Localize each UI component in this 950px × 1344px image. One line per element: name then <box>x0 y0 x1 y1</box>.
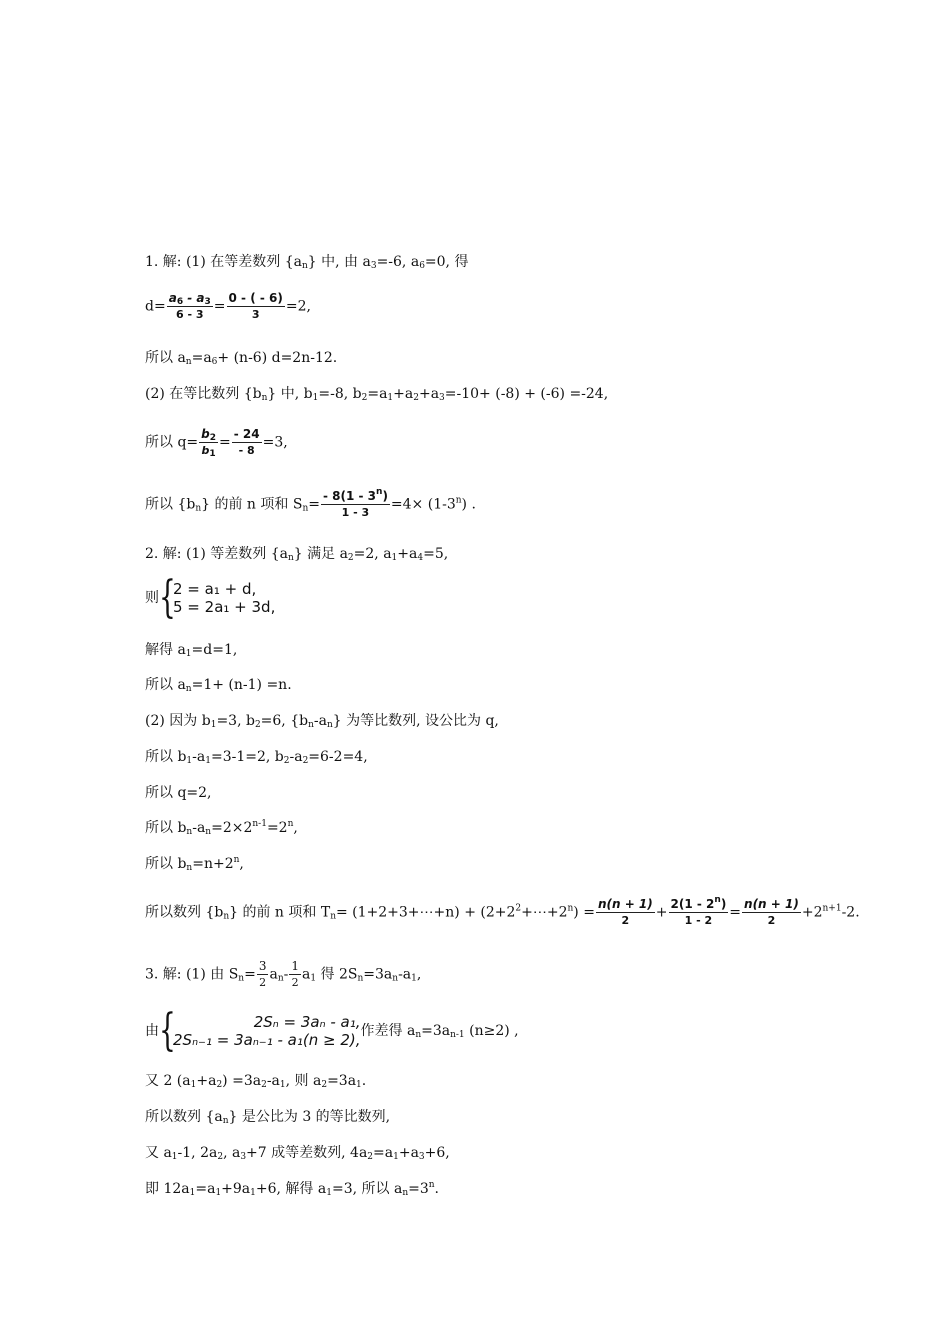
p1-line2: d= $\frac{a_6 - a_3}{6 - 3}$ = $\frac{0 - ( - 6)}{3}$ =2, <box>145 291 311 321</box>
fraction: $\frac{0 - ( - 6)}{3}$ <box>228 291 283 321</box>
fraction: $\frac{n(n + 1)}{2}$ <box>744 897 799 927</box>
p2-line8: 所以 $b_n-a_n=2\times 2^{n-1}=2^n$, <box>145 819 298 837</box>
p2-line1: 2. 解: (1) 等差数列 $\{a_n\}$ 满足 $a_2=2$, $a_1+a_4=5$, <box>145 546 449 563</box>
p1-line4: (2) 在等比数列 $\{b_n\}$ 中, $b_1=-8$, $b_2=a_1+a_2+a_3=-10+ (-8) + (-6) =-24$, <box>145 386 609 403</box>
p3-line1: 3. 解: (1) 由 $S_n=$ $\frac{3}{2}$ $a_n-$ $\frac{1}{2}$ $a_1$ 得 $2S_n=3a_n-a_1$, <box>145 959 422 989</box>
p2-line5: (2) 因为 $b_1=3$, $b_2=6$, $\{b_n-a_n\}$ 为等比数列, 设公比为 q, <box>145 713 499 730</box>
p2-line7: 所以 q=2, <box>145 785 212 801</box>
p3-line4: 所以数列 $\{a_n\}$ 是公比为 3 的等比数列, <box>145 1109 391 1126</box>
p3-line6: 即 $12a_1=a_1+9a_1+6$, 解得 $a_1=3$, 所以 $a_n=3^n$. <box>145 1180 439 1198</box>
fraction: $\frac{a_6 - a_3}{6 - 3}$ <box>168 291 211 321</box>
equation-system: { 2 = a₁ + d, 5 = 2a₁ + 3d, <box>159 572 276 623</box>
p3-line3: 又 2 $(a_1+a_2) =3a_2-a_1$, 则 $a_2=3a_1$. <box>145 1073 367 1090</box>
p3-line5: 又 $a_1-1$, $2a_2$, $a_3+7$ 成等差数列, $4a_2=a_1+a_3+6$, <box>145 1145 450 1162</box>
p2-line10: 所以数列 $\{b_n\}$ 的前 n 项和 $T_n=$ (1+2+3+⋯+n) + $(2+2^2+\cdots+2^n)$ = $\frac{n(n + 1)}{2}$ + $\frac{2(1 - 2^n)}{1 - 2}$ = $\frac{n(n + 1)}{2}$ $+2^{n+1}-2$. <box>145 895 860 927</box>
p2-line4: 所以 $a_n=1+ (n-1) =n$. <box>145 677 292 694</box>
fraction: $\frac{- 8(1 - 3^n)}{1 - 3}$ <box>322 487 388 519</box>
fraction: $\frac{b_2}{b_1}$ <box>201 427 217 459</box>
fraction: $\frac{1}{2}$ <box>291 959 299 989</box>
fraction: $\frac{n(n + 1)}{2}$ <box>597 897 653 927</box>
p2-line2: 则 { 2 = a₁ + d, 5 = 2a₁ + 3d, <box>145 572 276 623</box>
fraction: $\frac{- 24}{- 8}$ <box>233 427 260 457</box>
p1-line3: 所以 $a_n=a_6+ (n-6)$ d=2n-12. <box>145 350 338 367</box>
fraction: $\frac{2(1 - 2^n)}{1 - 2}$ <box>670 895 727 927</box>
p2-line3: 解得 $a_1=d=1$, <box>145 642 238 659</box>
p2-line6: 所以 $b_1-a_1=3-1=2$, $b_2-a_2=6-2=4$, <box>145 749 368 766</box>
p1-line5: 所以 q= $\frac{b_2}{b_1}$ = $\frac{- 24}{- 8}$ =3, <box>145 427 288 459</box>
p3-line2: 由 { 2Sₙ = 3aₙ - a₁, 2Sₙ₋₁ = 3aₙ₋₁ - a₁(n ≥ 2), 作差得 $a_n=3a_{n-1}$ (n≥2) , <box>145 1005 519 1056</box>
p2-line9: 所以 $b_n=n+2^n$, <box>145 855 244 873</box>
p1-line1: 1. 解: (1) 在等差数列 $\{a_n\}$ 中, 由 $a_3=-6$, $a_6=0$, 得 <box>145 254 469 271</box>
p1-line6: 所以 $\{b_n\}$ 的前 n 项和 $S_n=$ $\frac{- 8(1 - 3^n)}{1 - 3}$ $=4\times (1-3^n)$ . <box>145 487 476 519</box>
fraction: $\frac{3}{2}$ <box>258 959 267 989</box>
equation-system: { 2Sₙ = 3aₙ - a₁, 2Sₙ₋₁ = 3aₙ₋₁ - a₁(n ≥ 2), <box>159 1005 361 1056</box>
